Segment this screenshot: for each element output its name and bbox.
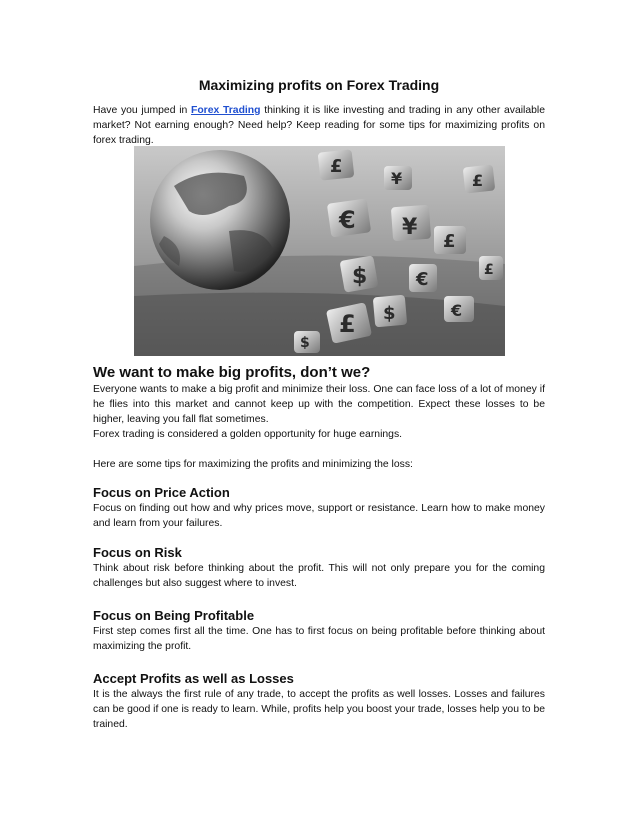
hero-symbol: £: [330, 156, 343, 177]
section-paragraph: Forex trading is considered a golden opportunity for huge earnings.: [93, 429, 403, 440]
tip-heading: Focus on Price Action: [93, 485, 230, 500]
forex-globe-image: [134, 146, 505, 356]
hero-symbol: $: [300, 335, 310, 351]
section-paragraph: Everyone wants to make a big profit and minimize their loss. One can face loss of a lot of money if he flies into this market and cannot keep up with the competition. Expect these losses to be higher, leaving you fall flat sometimes.: [93, 384, 545, 425]
hero-symbol: €: [339, 206, 356, 234]
tip-text: First step comes first all the time. One has to first focus on being profitable before thinking about maximizing the profit.: [93, 626, 545, 652]
hero-symbol: £: [484, 262, 494, 278]
tip-text: Focus on finding out how and why prices move, support or resistance. Learn how to make money and learn from your failures.: [93, 503, 545, 529]
section-heading-big-profits: We want to make big profits, don’t we?: [93, 364, 371, 381]
hero-symbol: ¥: [391, 169, 403, 188]
hero-symbol: ¥: [402, 215, 418, 240]
tip-heading: Focus on Risk: [93, 545, 182, 560]
hero-symbol: €: [451, 301, 463, 320]
hero-symbol: $: [383, 303, 396, 324]
tip-heading: Focus on Being Profitable: [93, 608, 255, 623]
intro-paragraph: [93, 103, 545, 148]
hero-symbol: £: [443, 231, 456, 252]
hero-symbol: €: [416, 269, 429, 290]
section-paragraph: Here are some tips for maximizing the profits and minimizing the loss:: [93, 459, 413, 470]
page-title: Maximizing profits on Forex Trading: [198, 77, 440, 93]
forex-trading-link[interactable]: Forex Trading: [190, 105, 261, 116]
tip-text: It is the always the first rule of any trade, to accept the profits as well losses. Losses and failures can be good if one is ready to learn. While, profits help you boost your trade, losses help you to be trained.: [93, 689, 545, 730]
tip-text: Think about risk before thinking about the profit. This will not only prepare you for the coming challenges but also suggest where to invest.: [93, 563, 545, 589]
intro-text-after: thinking it is like investing and trading in any other available market? Not earning enough? Need help? Keep reading for some tips for maximizing profits on forex trading.: [93, 105, 545, 146]
tip-heading: Accept Profits as well as Losses: [93, 671, 294, 686]
intro-text-before: Have you jumped in: [93, 105, 191, 116]
hero-symbol: £: [339, 310, 356, 338]
hero-symbol: £: [472, 171, 484, 190]
hero-symbol: $: [352, 264, 368, 289]
